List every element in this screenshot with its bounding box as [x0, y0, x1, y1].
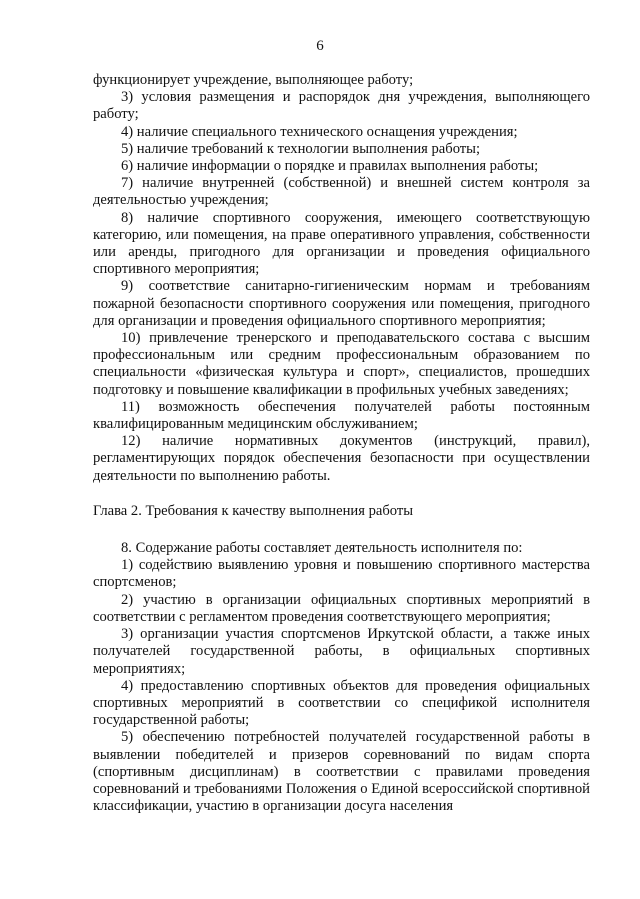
list-item: 4) наличие специального технического оснащения учреждения;	[121, 123, 518, 140]
paragraph: функционирует учреждение, выполняющее работу;	[93, 72, 414, 88]
list-item: 11) возможность обеспечения получателей работы постоянным квалифицированным медицинским обслуживанием;	[93, 398, 590, 433]
chapter-heading: Глава 2. Требования к качеству выполнения работы	[93, 502, 414, 519]
list-item: 6) наличие информации о порядке и правилах выполнения работы;	[121, 158, 539, 175]
paragraph: 8. Содержание работы составляет деятельность исполнителя по:	[121, 540, 523, 557]
list-item: 3) организации участия спортсменов Иркутской области, а также иных получателей государственной работы, в официальных спортивных мероприятиях;	[93, 626, 590, 677]
list-item: 5) обеспечению потребностей получателей государственной работы в выявлении победителей и призеров соревнований по видам спорта (спортивным дисциплинам) в соответствии с правилами проведения соревнований и требованиями Положения о Единой всероссийской спортивной классификации, участию в организации досуга населения	[93, 729, 590, 815]
page-number: 6	[316, 38, 324, 54]
list-item: 8) наличие спортивного сооружения, имеющего соответствующую категорию, или помещения, на праве оперативного управления, собственности или аренды, пригодного для организации и проведения официального спортивного мероприятия;	[93, 209, 590, 278]
document-body	[93, 72, 590, 815]
list-item: 10) привлечение тренерского и преподавательского состава с высшим профессиональным или средним профессиональным образованием по специальности «физическая культура и спорт», специалистов, прошедших подготовку и повышение квалификации в профильных учебных заведениях;	[93, 330, 590, 398]
list-item: 12) наличие нормативных документов (инструкций, правил), регламентирующих порядок обеспечения безопасности при осуществлении деятельности по выполнению работы.	[93, 433, 590, 484]
list-item: 1) содействию выявлению уровня и повышению спортивного мастерства спортсменов;	[93, 557, 590, 591]
list-item: 2) участию в организации официальных спортивных мероприятий в соответствии с регламентом проведения соответствующего мероприятия;	[93, 591, 590, 625]
list-item: 9) соответствие санитарно-гигиеническим нормам и требованиям пожарной безопасности спортивного сооружения или помещения, пригодного для организации и проведения официального спортивного мероприятия;	[93, 278, 590, 329]
list-item: 3) условия размещения и распорядок дня учреждения, выполняющего работу;	[93, 89, 590, 123]
list-item: 4) предоставлению спортивных объектов для проведения официальных спортивных мероприятий в соответствии со спецификой исполнителя государственной работы;	[93, 677, 590, 729]
list-item: 5) наличие требований к технологии выполнения работы;	[121, 140, 481, 157]
list-item: 7) наличие внутренней (собственной) и внешней систем контроля за деятельностью учреждения;	[93, 175, 590, 209]
